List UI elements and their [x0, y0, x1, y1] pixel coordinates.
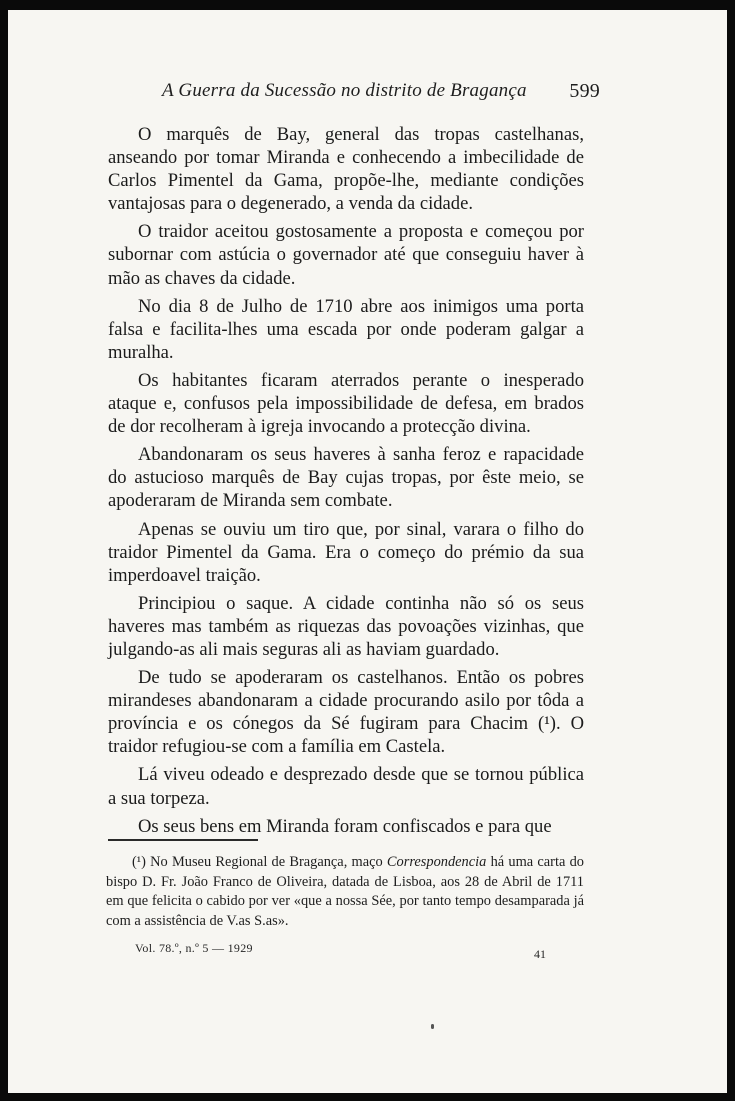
page-number: 599	[569, 80, 600, 102]
footnote-text-before: No Museu Regional de Bragança, maço	[150, 854, 383, 870]
paragraph: Os habitantes ficaram aterrados perante o inesperado ataque e, confusos pela impossibilidade de defesa, em brados de dor recolheram à igreja invocando a protecção divina.	[108, 369, 584, 438]
paragraph: De tudo se apoderaram os castelhanos. Então os pobres mirandeses abandonaram a cidade procurando asilo por tôda a província e os cónegos da Sé fugiram para Chacim (¹). O traidor refugiou-se com a família em Castela.	[108, 667, 584, 758]
running-header	[162, 80, 600, 102]
signature-mark: 41	[534, 947, 546, 961]
footnote-marker: (¹)	[132, 854, 146, 870]
footnote	[106, 853, 584, 931]
body-text	[108, 123, 584, 843]
paragraph: Lá viveu odeado e desprezado desde que se tornou pública a sua torpeza.	[108, 764, 584, 809]
volume-line: Vol. 78.º, n.º 5 — 1929	[135, 941, 253, 955]
footnote-text-after: há uma carta do bispo D. Fr. João Franco de Oliveira, datada de Lisboa, aos 28 de Abril de 1711 em que felicita o cabido por ver «que a nossa Sée, por tanto tempo desamparada já com a assistência de V.as S.as».	[106, 854, 584, 929]
paragraph: Abandonaram os seus haveres à sanha feroz e rapacidade do astucioso marquês de Bay cujas tropas, por êste meio, se apoderaram de Miranda sem combate.	[108, 444, 584, 512]
paragraph: Os seus bens em Miranda foram confiscados e para que	[138, 815, 552, 837]
running-title: A Guerra da Sucessão no distrito de Bragança	[162, 80, 527, 101]
footnote-italic-title: Correspondencia	[386, 854, 487, 870]
paragraph: Apenas se ouviu um tiro que, por sinal, varara o filho do traidor Pimentel da Gama. Era o começo do prémio da sua imperdoavel traição.	[108, 518, 584, 586]
paragraph: Principiou o saque. A cidade continha não só os seus haveres mas também as riquezas das povoações vizinhas, que julgando-as ali mais seguras ali as haviam guardado.	[108, 592, 584, 660]
paragraph: O marquês de Bay, general das tropas castelhanas, anseando por tomar Miranda e conhecendo a imbecilidade de Carlos Pimentel da Gama, propõe-lhe, mediante condições vantajosas para o degenerado, a venda da cidade.	[108, 124, 584, 215]
paragraph: O traidor aceitou gostosamente a proposta e começou por subornar com astúcia o governador até que conseguiu haver à mão as chaves da cidade.	[108, 221, 584, 289]
paper-speck	[431, 1024, 434, 1029]
paragraph: No dia 8 de Julho de 1710 abre aos inimigos uma porta falsa e facilita-lhes uma escada por onde poderam galgar a muralha.	[108, 295, 584, 363]
footnote-divider	[108, 839, 258, 841]
